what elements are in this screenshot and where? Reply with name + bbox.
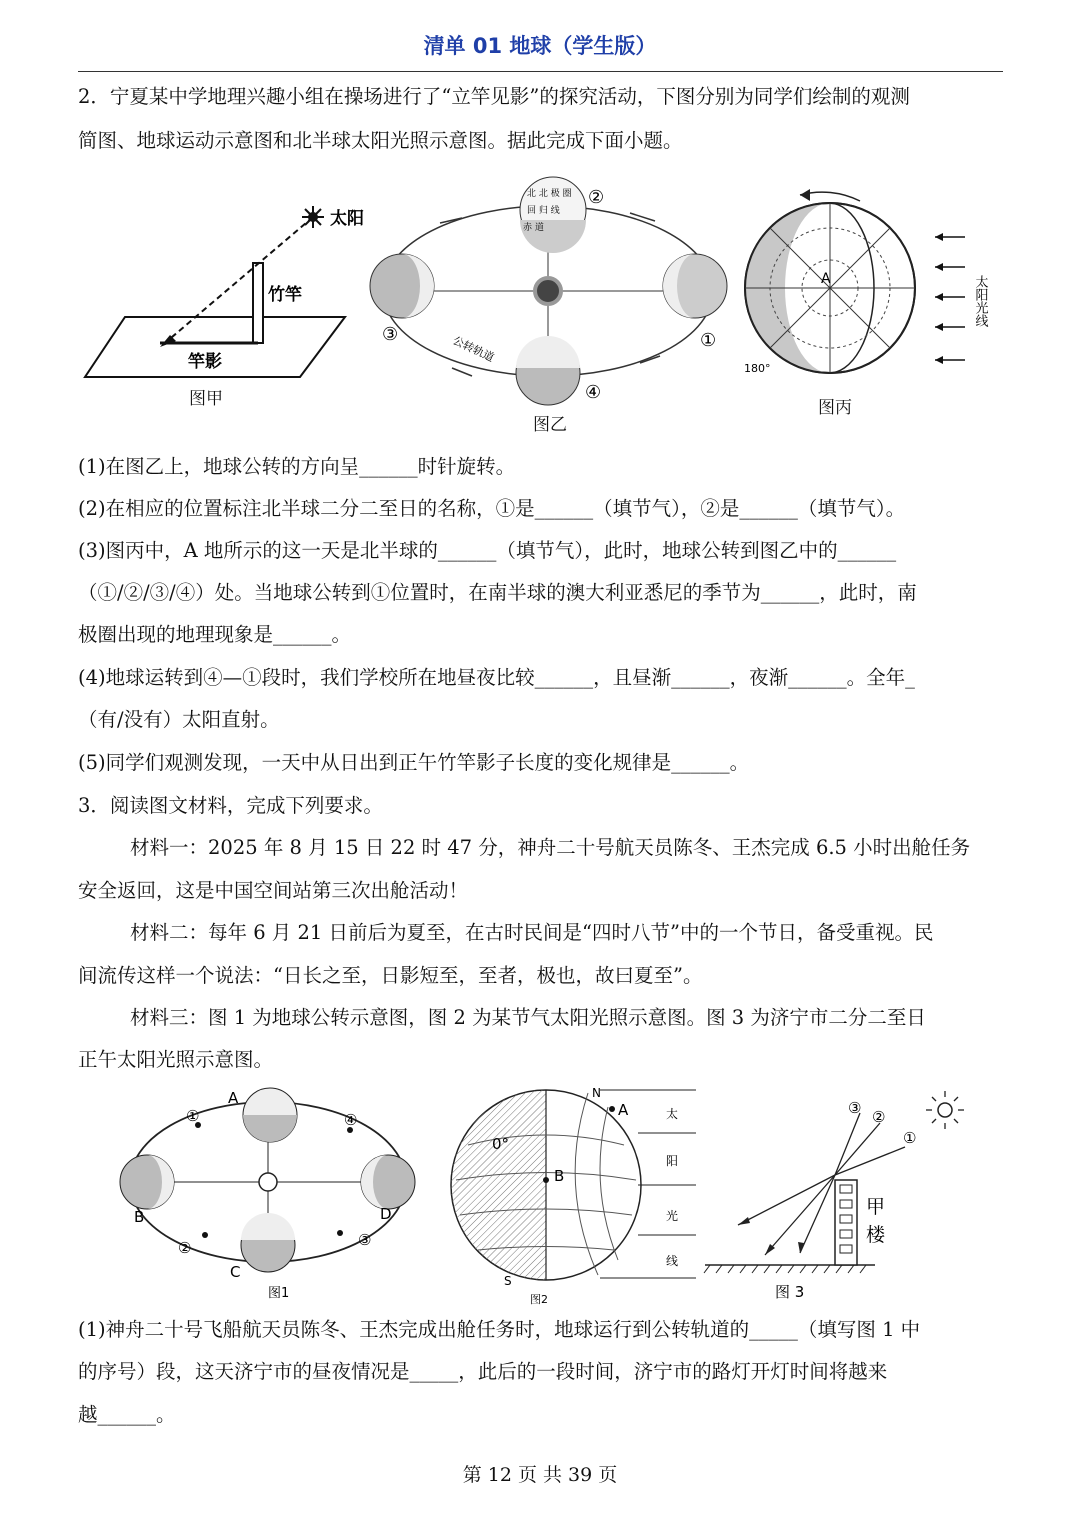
- fig1-num4: ④: [344, 1111, 358, 1129]
- q2-sub3-line1: (3)图丙中，A 地所示的这一天是北半球的______（填节气），此时，地球公转到图乙中的______: [78, 539, 897, 562]
- figure-jia-caption: 图甲: [189, 389, 223, 409]
- fig3-num2: ②: [872, 1108, 886, 1126]
- earth-3: [370, 254, 434, 318]
- fig2-N: N: [592, 1086, 601, 1100]
- fig1-num1: ①: [186, 1107, 200, 1125]
- figure-bing: [740, 185, 1010, 395]
- orbit-num-2: ②: [588, 187, 605, 208]
- building-label-1: 甲: [866, 1196, 886, 1218]
- fig3-caption: 图 3: [775, 1283, 805, 1301]
- sun-label: 太阳: [330, 209, 364, 229]
- rays-label: 太阳光线: [972, 275, 988, 327]
- orbit-label: 公转轨道: [450, 333, 497, 365]
- earth-4: [516, 336, 580, 405]
- point-a: A: [821, 271, 831, 287]
- q3-sub1-line2: 的序号）段，这天济宁市的昼夜情况是_____，此后的一段时间，济宁市的路灯开灯时间将越来: [78, 1360, 888, 1383]
- orbit-num-4: ④: [585, 382, 602, 403]
- page-header-title: 清单 01 地球（学生版）: [423, 34, 657, 58]
- sun-icon-fig3: [926, 1091, 964, 1129]
- fig2-S: S: [504, 1274, 512, 1288]
- fig1-B: B: [134, 1208, 145, 1226]
- fig2-caption: 图2: [530, 1293, 548, 1306]
- fig3-num3: ③: [848, 1099, 862, 1117]
- fig1-num3: ③: [358, 1231, 372, 1249]
- fig2-ray-1: 太: [666, 1107, 679, 1121]
- q3-m1-line2: 安全返回，这是中国空间站第三次出舱活动！: [78, 879, 469, 902]
- q2-sub1: (1)在图乙上，地球公转的方向呈______时针旋转。: [78, 455, 516, 478]
- bamboo-pole: [253, 263, 263, 343]
- q2-sub4-line2: （有/没有）太阳直射。: [78, 708, 280, 731]
- q2-sub5: (5)同学们观测发现，一天中从日出到正午竹竿影子长度的变化规律是______。: [78, 751, 750, 774]
- orbit-num-3: ③: [382, 324, 399, 345]
- q2-intro-line1: 2．宁夏某中学地理兴趣小组在操场进行了“立竿见影”的探究活动，下图分别为同学们绘制的观测: [78, 85, 910, 108]
- fig1-C: C: [230, 1263, 241, 1281]
- fig3-num1: ①: [903, 1129, 917, 1147]
- fig1-num2: ②: [178, 1239, 192, 1257]
- svg-text:回 归 线: 回 归 线: [527, 206, 560, 216]
- figure-bing-caption: 图丙: [818, 398, 852, 418]
- figure-yi: [360, 168, 740, 408]
- q3-m3-line1: 材料三：图 1 为地球公转示意图，图 2 为某节气太阳光照示意图。图 3 为济宁市二分二至日: [130, 1006, 926, 1029]
- page-footer: 第 12 页 共 39 页: [462, 1464, 618, 1486]
- fig2-A: A: [618, 1101, 629, 1119]
- figure-yi-caption: 图乙: [533, 415, 567, 435]
- fig2-ray-2: 阳: [666, 1154, 679, 1168]
- sun-ray: [165, 217, 313, 343]
- figure-2: [448, 1085, 708, 1310]
- building-label-2: 楼: [866, 1224, 886, 1246]
- q2-sub3-line2: （①/②/③/④）处。当地球公转到①位置时，在南半球的澳大利亚悉尼的季节为______，此时，南: [78, 581, 917, 604]
- fig2-deg: 0°: [492, 1135, 510, 1153]
- earth-1: [663, 254, 727, 318]
- q3-m2-line1: 材料二：每年 6 月 21 日前后为夏至，在古时民间是“四时八节”中的一个节日，备受重视。民: [130, 921, 934, 944]
- q3-sub1-line1: (1)神舟二十号飞船航天员陈冬、王杰完成出舱任务时，地球运行到公转轨道的_____（填写图 1 中: [78, 1318, 921, 1341]
- q3-sub1-line3: 越______。: [78, 1403, 176, 1426]
- orbit-num-1: ①: [700, 330, 717, 351]
- fig1-D: D: [380, 1205, 392, 1223]
- fig1-A: A: [228, 1089, 239, 1107]
- q2-sub3-line3: 极圈出现的地理现象是______。: [78, 623, 352, 646]
- q2-intro-line2: 简图、地球运动示意图和北半球太阳光照示意图。据此完成下面小题。: [78, 129, 683, 152]
- q3-intro: 3．阅读图文材料，完成下列要求。: [78, 794, 383, 817]
- fig2-B: B: [554, 1167, 565, 1185]
- svg-text:赤 道: 赤 道: [523, 223, 544, 233]
- fig2-ray-3: 光: [666, 1209, 679, 1223]
- pole-label: 竹竿: [268, 285, 302, 305]
- q2-sub4-line1: (4)地球运转到④—①段时，我们学校所在地昼夜比较______，且昼渐______，夜渐______。全年_: [78, 666, 915, 689]
- figure-3: [700, 1085, 980, 1310]
- q3-m2-line2: 间流传这样一个说法：“日长之至，日影短至，至者，极也，故曰夏至”。: [78, 964, 703, 987]
- q3-m3-line2: 正午太阳光照示意图。: [78, 1048, 274, 1071]
- fig2-ray-4: 线: [666, 1254, 679, 1268]
- sun-icon: [302, 206, 324, 228]
- q3-m1-line1: 材料一：2025 年 8 月 15 日 22 时 47 分，神舟二十号航天员陈冬、王杰完成 6.5 小时出舱任务: [130, 836, 971, 859]
- sun-center-icon: [259, 1173, 277, 1191]
- fig1-caption: 图1: [268, 1286, 290, 1301]
- q2-sub2: (2)在相应的位置标注北半球二分二至日的名称，①是______（填节气），②是______（填节气）。: [78, 497, 906, 520]
- svg-text:北 北 极 圈: 北 北 极 圈: [527, 189, 572, 199]
- figure-1: [110, 1085, 440, 1305]
- figure-jia: [80, 195, 364, 390]
- deg-label: 180°: [744, 362, 771, 375]
- header-divider: [78, 71, 1003, 72]
- sun-center: [535, 278, 561, 304]
- shadow-label: 竿影: [188, 352, 222, 372]
